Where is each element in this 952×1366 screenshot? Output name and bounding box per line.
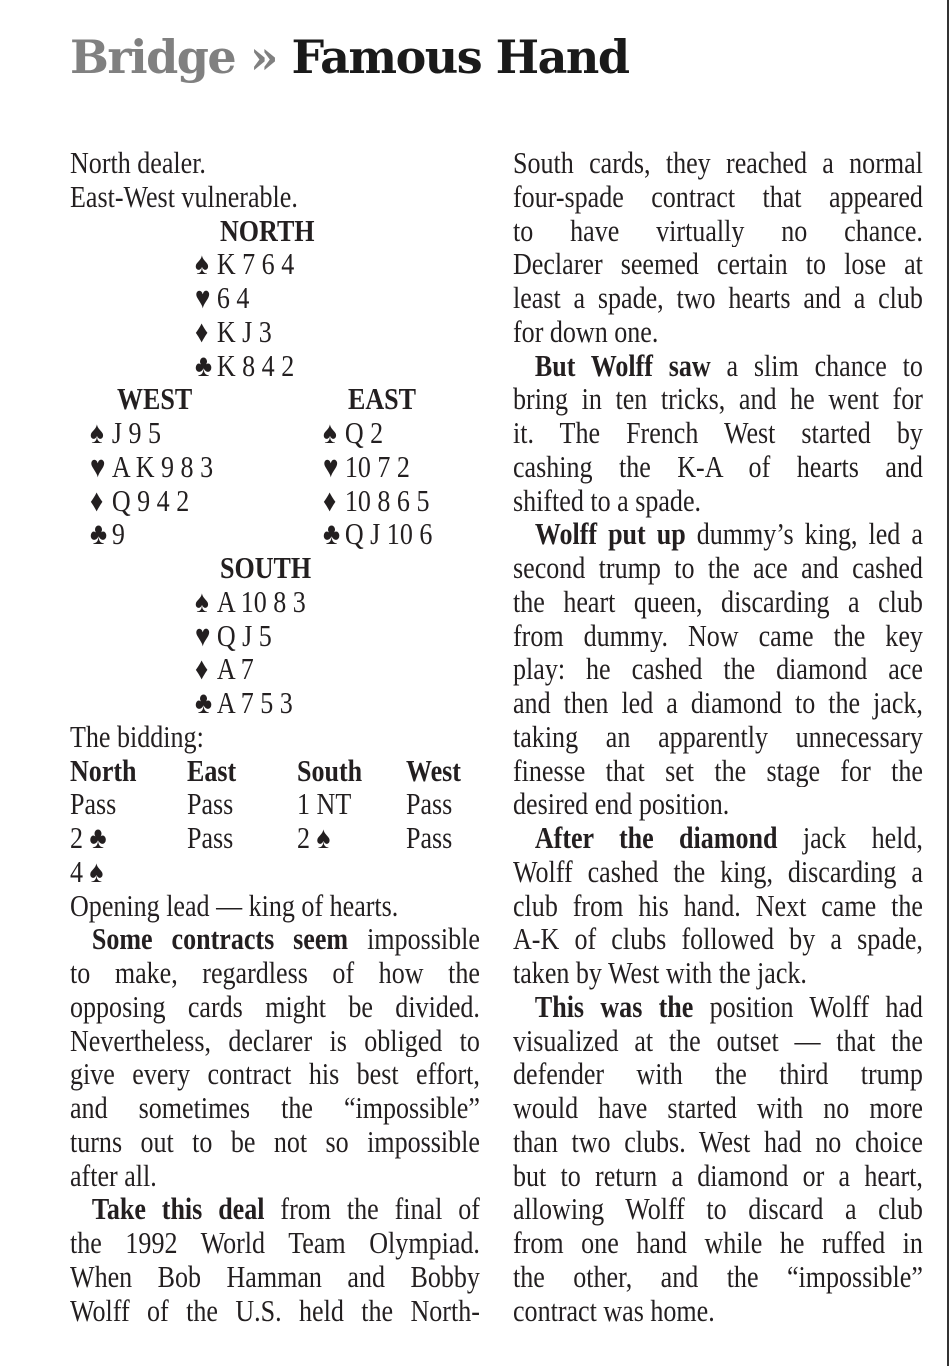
east-spades-holding [323,416,383,450]
east-diamonds-cards: 10 8 6 5 [344,482,430,518]
text-line [513,1192,923,1226]
body-text: dummy’s king, led a [685,517,923,551]
hand-row-spades [70,585,480,619]
east-spades-cards: Q 2 [344,415,384,450]
body-text: to have virtually no chance. [513,213,923,248]
text-line [513,517,923,551]
south-label-line [70,551,480,585]
south-spades-cards: A 10 8 3 [216,583,306,619]
bidding-row [70,787,480,821]
body-text: but to return a diamond or a heart, [513,1158,923,1193]
text-line [513,922,923,956]
diamonds-icon: ♦ [194,651,209,687]
body-text: shifted to a spade. [513,482,702,518]
east-diamonds-holding [323,484,429,518]
diamonds-icon: ♦ [322,482,337,518]
bidding-label-line [70,720,480,754]
diamonds-icon: ♦ [89,482,104,518]
body-text: desired end position. [513,786,730,822]
opening-lead-line [70,889,480,923]
body-text: for down one. [513,313,659,349]
spades-icon: ♠ [194,246,209,282]
article-title: Famous Hand [291,30,629,84]
body-text: impossible [348,922,480,956]
lead-in-bold: After the diamond [534,821,778,855]
body-text: to make, regardless of how the [70,956,480,990]
text-line [513,1057,923,1091]
text-line [513,281,923,315]
body-text: When Bob Hamman and Bobby [70,1259,480,1294]
left-column [70,146,480,1327]
bidding-header-west: West [406,752,461,788]
body-text: South cards, they reached a normal [513,146,923,180]
text-line [70,1192,480,1226]
text-line [513,855,923,889]
body-text: Declarer seemed certain to lose at [513,247,923,281]
text-line [70,1294,480,1328]
bid-cell: 1 NT [296,786,352,822]
text-line [70,1024,480,1058]
lead-in-bold: Take this deal [91,1192,265,1226]
east-west-label-line [70,382,480,416]
text-line [513,180,923,214]
body-text: taken by West with the jack. [513,955,807,990]
text-line [70,1091,480,1125]
hand-row-hearts [70,619,480,653]
body-text: Wolff cashed the king, discarding a [513,854,923,889]
hand-row-diamonds [70,652,480,686]
hand-row-hearts [70,281,480,315]
text-line [513,956,923,990]
body-text: from the final of [264,1192,480,1226]
south-clubs-cards: A 7 5 3 [216,685,293,720]
bidding-row [70,821,480,855]
hand-row-hearts [70,450,480,484]
body-text: and sometimes the “impossible” [70,1091,480,1125]
text-line [70,990,480,1024]
bidding-header-east: East [186,752,237,788]
text-line [513,247,923,281]
text-line [513,990,923,1024]
clubs-icon: ♣ [322,516,341,552]
body-text: the 1992 World Team Olympiad. [70,1226,480,1260]
lead-in-bold: But Wolff saw [534,348,711,383]
right-column [513,146,923,1327]
north-label-line [70,214,480,248]
text-line [513,1125,923,1159]
hand-row-diamonds [70,315,480,349]
text-line [513,214,923,248]
body-text: play: he cashed the diamond ace [513,652,923,686]
hand-row-clubs [70,349,480,383]
bid-cell: Pass [70,786,117,822]
body-text: cashing the K-A of hearts and [513,449,923,484]
hand-row-clubs [70,517,480,551]
text-line [70,1226,480,1260]
lead-in-bold: This was the [534,989,694,1024]
hearts-icon: ♥ [194,280,211,315]
body-text: jack held, [777,821,923,855]
body-text: allowing Wolff to discard a club [513,1192,923,1226]
opening-lead-text: Opening lead — king of hearts. [70,887,399,923]
vulnerability-line [70,180,480,214]
north-diamonds-holding [195,315,272,349]
dealer-text: North dealer. [70,145,206,180]
east-hearts-cards: 10 7 2 [344,448,410,484]
north-spades-cards: K 7 6 4 [216,246,295,282]
text-line [513,416,923,450]
body-text: after all. [70,1157,157,1193]
bid-cell: Pass [406,786,453,822]
text-line [70,956,480,990]
diamonds-icon: ♦ [194,313,209,349]
lead-in-bold: Some contracts seem [91,922,349,956]
spades-icon: ♠ [194,583,209,619]
hearts-icon: ♥ [322,448,339,484]
body-text: A-K of clubs followed by a spade, [513,922,923,956]
south-hearts-cards: Q J 5 [216,617,272,653]
west-diamonds-holding [90,484,189,518]
body-text: least a spade, two hearts and a club [513,281,923,315]
south-diamonds-holding [195,652,254,686]
bidding-header-north: North [70,752,137,788]
body-text: from dummy. Now came the key [513,618,923,653]
body-text: four-spade contract that appeared [513,179,923,214]
text-line [513,1294,923,1328]
text-line [70,1159,480,1193]
text-line [513,652,923,686]
body-text: a slim chance to [710,348,923,383]
hand-row-diamonds [70,484,480,518]
text-line [513,787,923,821]
bidding-header-row [70,754,480,788]
bid-cell: 4 ♠ [70,853,104,889]
east-clubs-holding [323,517,432,551]
body-text: defender with the third trump [513,1057,923,1091]
body-text: club from his hand. Next came the [513,888,923,923]
west-diamonds-cards: Q 9 4 2 [111,482,190,518]
body-text: opposing cards might be divided. [70,989,480,1024]
west-label: WEST [116,381,193,417]
north-diamonds-cards: K J 3 [216,313,272,349]
bidding-row [70,855,480,889]
text-line [513,720,923,754]
clubs-icon: ♣ [194,685,213,720]
text-line [70,1260,480,1294]
west-clubs-holding [90,517,125,551]
body-text: the heart queen, discarding a club [513,584,923,619]
body-text: finesse that set the stage for the [513,753,923,788]
text-line [513,686,923,720]
spades-icon: ♠ [89,415,104,450]
body-text: Nevertheless, declarer is obliged to [70,1023,480,1058]
page-edge-rule [947,0,949,1366]
body-text: the other, and the “impossible” [513,1259,923,1294]
hearts-icon: ♥ [194,617,211,653]
north-hearts-cards: 6 4 [216,280,250,315]
body-text: Wolff of the U.S. held the North- [70,1293,480,1328]
text-line [513,450,923,484]
text-line [513,821,923,855]
body-text: than two clubs. West had no choice [513,1124,923,1159]
bid-cell: 2 ♠ [296,820,331,855]
east-clubs-cards: Q J 10 6 [344,516,433,552]
text-line [513,1260,923,1294]
west-hearts-cards: A K 9 8 3 [111,448,214,484]
body-text: would have started with no more [513,1091,923,1125]
text-line [513,1091,923,1125]
bid-cell: 2 ♣ [70,820,107,855]
clubs-icon: ♣ [89,516,108,552]
text-line [513,484,923,518]
west-clubs-cards: 9 [111,516,125,552]
text-line [70,1125,480,1159]
clubs-icon: ♣ [194,347,213,383]
body-text: taking an apparently unnecessary [513,719,923,754]
bidding-label: The bidding: [70,718,204,754]
bid-cell: Pass [406,820,453,855]
text-line [70,1057,480,1091]
text-line [513,315,923,349]
body-text: turns out to be not so impossible [70,1124,480,1159]
west-spades-holding [90,416,161,450]
south-clubs-holding [195,686,293,720]
body-text: visualized at the outset — that the [513,1023,923,1058]
body-text: bring in ten tricks, and he went for [513,382,923,416]
section-label: Bridge » [70,30,277,84]
east-hearts-holding [323,450,410,484]
bidding-header-south: South [296,752,363,788]
text-line [513,585,923,619]
north-hearts-holding [195,281,249,315]
spades-icon: ♠ [322,415,337,450]
body-text: contract was home. [513,1292,715,1328]
hand-row-spades [70,247,480,281]
north-spades-holding [195,247,294,281]
text-line [513,551,923,585]
dealer-line [70,146,480,180]
lead-in-bold: Wolff put up [534,517,686,551]
bid-cell: Pass [186,786,234,822]
text-line [513,1226,923,1260]
text-line [513,619,923,653]
bid-cell: Pass [186,820,234,855]
south-spades-holding [195,585,306,619]
hand-row-clubs [70,686,480,720]
body-text: from one hand while he ruffed in [513,1226,923,1260]
text-line [70,922,480,956]
text-line [513,889,923,923]
body-text: position Wolff had [693,989,923,1024]
body-text: give every contract his best effort, [70,1057,480,1091]
body-text: and then led a diamond to the jack, [513,686,923,720]
south-label: SOUTH [219,550,312,585]
body-text: it. The French West started by [513,416,923,450]
east-label: EAST [347,381,417,417]
north-clubs-holding [195,349,294,383]
text-line [513,754,923,788]
north-clubs-cards: K 8 4 2 [216,347,295,383]
south-hearts-holding [195,619,272,653]
south-diamonds-cards: A 7 [216,651,254,687]
body-text: second trump to the ace and cashed [513,551,923,585]
vulnerability-text: East-West vulnerable. [70,178,298,214]
text-line [513,1159,923,1193]
column-heading [70,30,629,84]
text-line [513,1024,923,1058]
west-spades-cards: J 9 5 [111,415,162,450]
hand-row-spades [70,416,480,450]
west-hearts-holding [90,450,213,484]
hearts-icon: ♥ [89,448,106,484]
north-label: NORTH [219,212,315,248]
text-line [513,349,923,383]
text-line [513,146,923,180]
text-line [513,382,923,416]
